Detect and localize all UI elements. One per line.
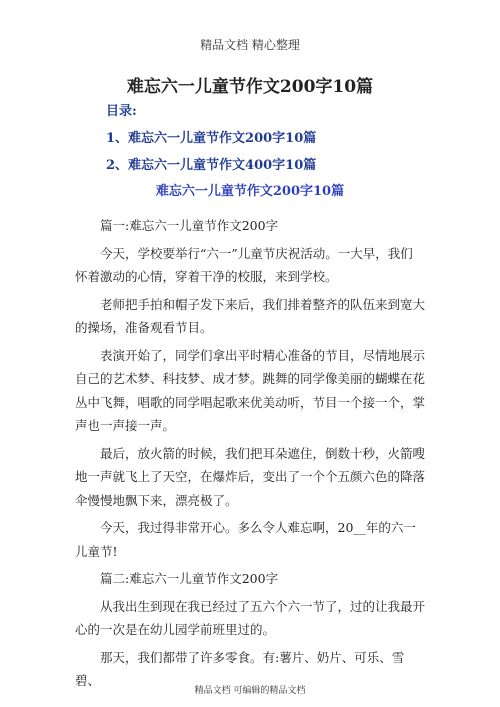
header-note: 精品文档 精心整理: [200, 38, 300, 52]
paragraph: 最后，放火箭的时候，我们把耳朵遮住，倒数十秒，火箭嗖地一声就飞上了天空，在爆炸后，变出了一个个五颜六色的降落伞慢慢地飘下来，漂亮极了。: [75, 445, 426, 508]
section-heading: 难忘六一儿童节作文200字10篇: [155, 184, 345, 199]
toc-item-1[interactable]: 1、难忘六一儿童节作文200字10篇: [106, 131, 317, 146]
toc-label: 目录:: [106, 104, 137, 119]
essay-subtitle-1: 篇一:难忘六一儿童节作文200字: [100, 218, 279, 233]
paragraph: 那天，我们都带了许多零食。有:薯片、奶片、可乐、雪碧、: [75, 649, 405, 688]
paragraph: 老师把手拍和帽子发下来后，我们排着整齐的队伍来到宽大的操场，准备观看节目。: [75, 296, 426, 335]
paragraph: 从我出生到现在我已经过了五六个六一节了，过的让我最开心的一次是在幼儿园学前班里过的。: [75, 598, 426, 637]
footer-note: 精品文档 可编辑的精品文档: [194, 686, 306, 696]
document-title: 难忘六一儿童节作文200字10篇: [126, 77, 374, 97]
paragraph: 今天，我过得非常开心。多么令人难忘啊，20__年的六一儿童节!: [75, 520, 416, 559]
paragraph: 今天，学校要举行“六一”儿童节庆祝活动。一大早，我们怀着激动的心情，穿着干净的校服，来到学校。: [75, 245, 413, 284]
paragraph: 表演开始了，同学们拿出平时精心准备的节目，尽情地展示自己的艺术梦、科技梦、成才梦。跳舞的同学像美丽的蝴蝶在花丛中飞舞，唱歌的同学唱起歌来优美动听，节目一个接一个，掌声也一声接一声。: [75, 347, 426, 433]
toc-item-2[interactable]: 2、难忘六一儿童节作文400字10篇: [106, 158, 317, 173]
article-body: [75, 214, 425, 697]
essay-subtitle-2: 篇二:难忘六一儿童节作文200字: [100, 571, 279, 586]
